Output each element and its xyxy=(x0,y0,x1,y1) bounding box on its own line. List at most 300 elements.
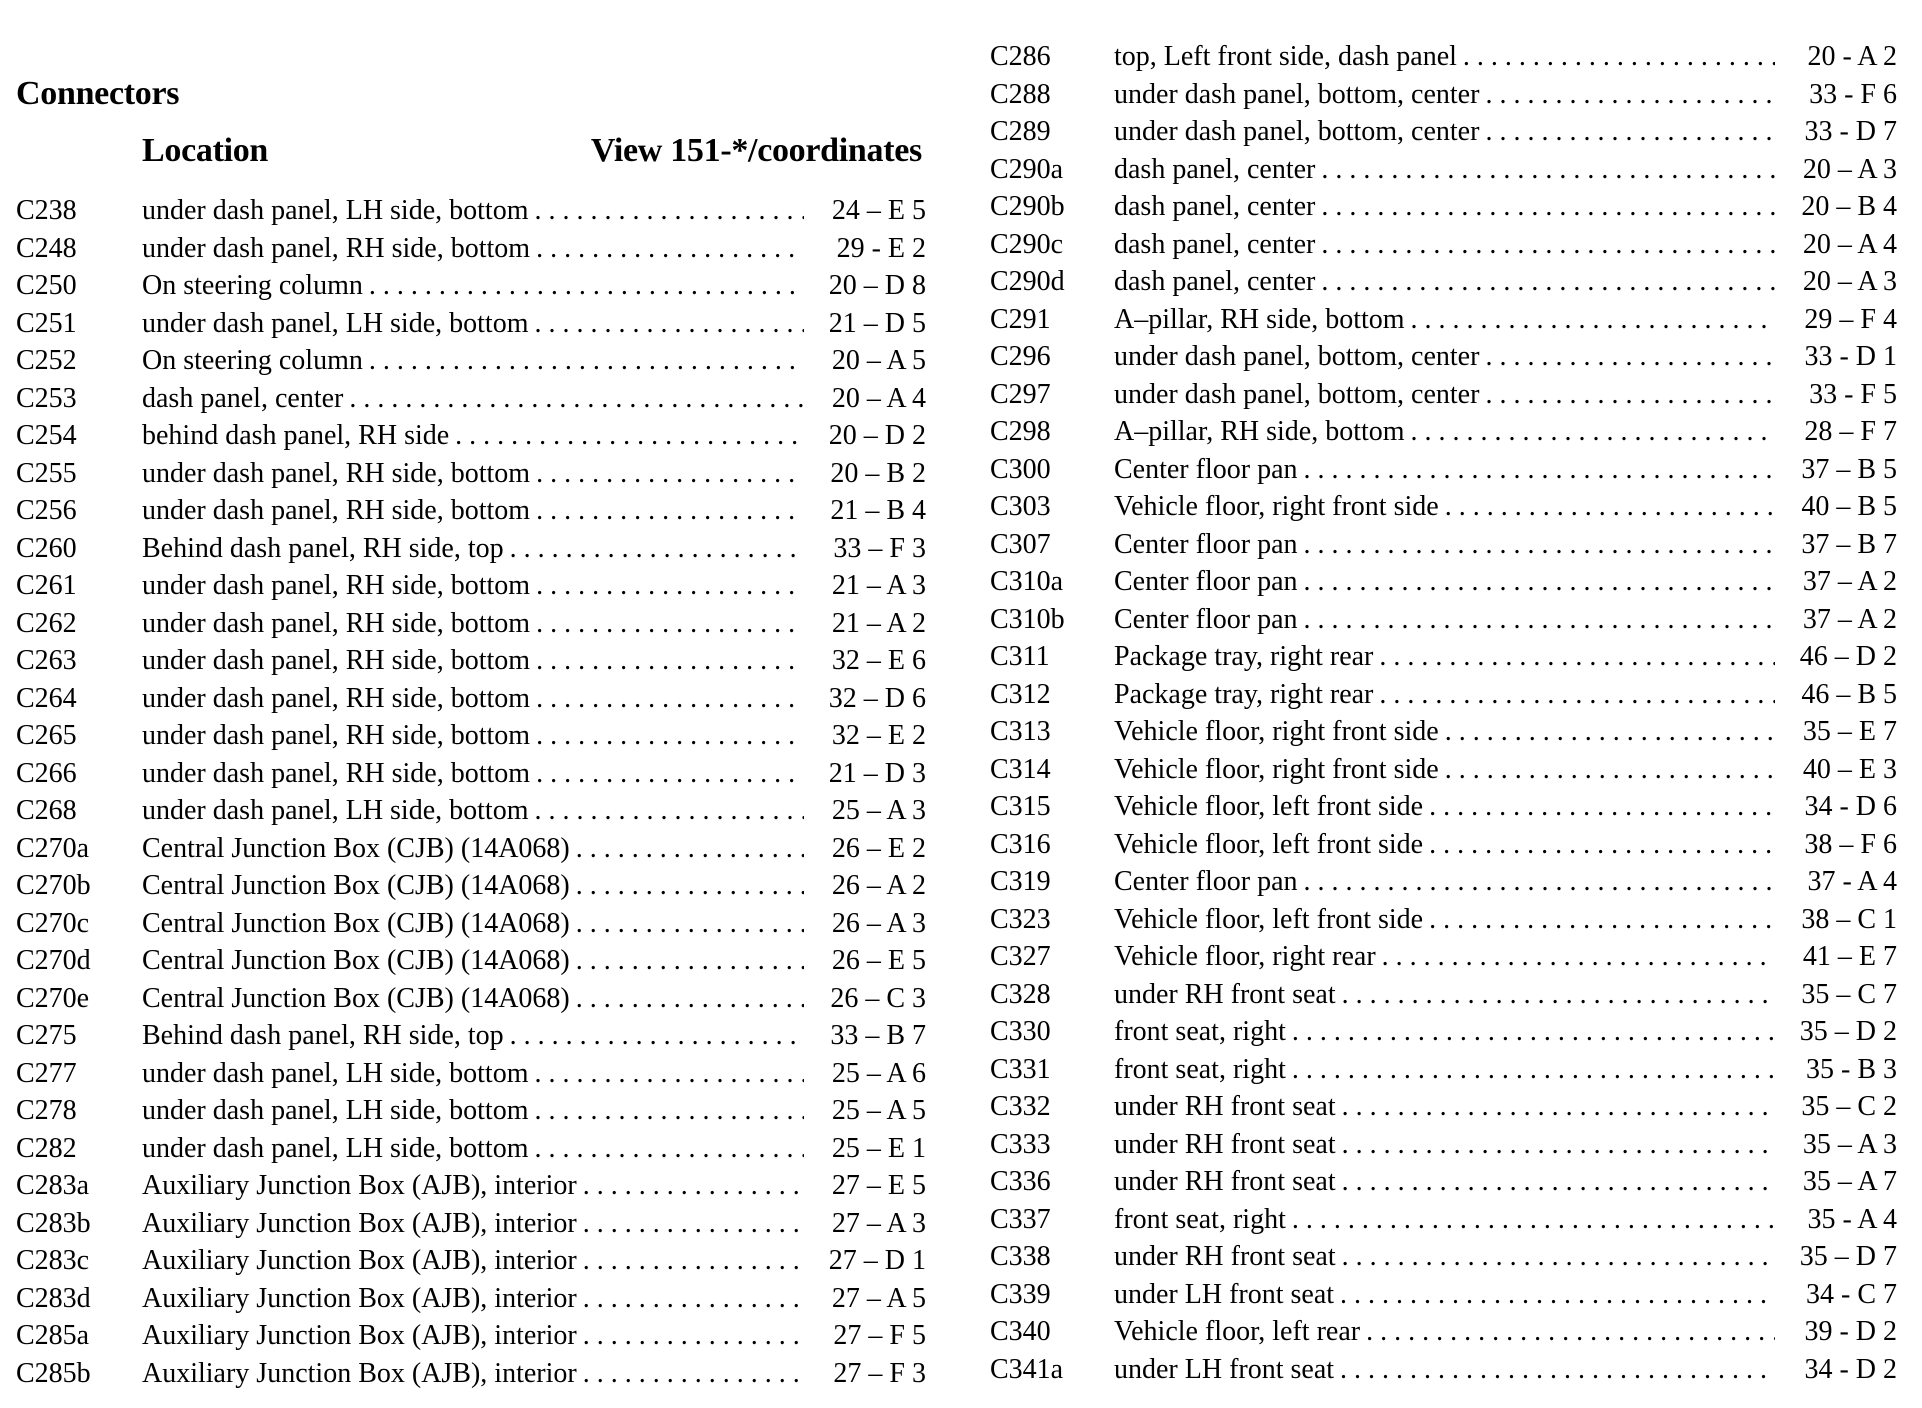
connector-coordinates: 20 – B 2 xyxy=(830,457,926,489)
connector-code: C277 xyxy=(16,1057,77,1089)
connector-code: C330 xyxy=(990,1016,1051,1047)
connector-location: Vehicle floor, left front side xyxy=(1114,903,1424,935)
connector-row xyxy=(990,413,1897,451)
right-connector-list xyxy=(990,38,1897,1388)
dot-leader xyxy=(583,1355,804,1393)
connector-coordinates: 26 – A 2 xyxy=(831,870,926,901)
connector-row xyxy=(990,751,1897,789)
connector-code: C298 xyxy=(990,416,1051,447)
connector-code: C290a xyxy=(990,153,1064,185)
connector-location: Auxiliary Junction Box (AJB), interior xyxy=(142,1357,577,1389)
connector-row xyxy=(990,638,1897,676)
connector-code: C341a xyxy=(990,1353,1064,1385)
connector-row xyxy=(16,980,926,1018)
dot-leader xyxy=(534,792,804,830)
dot-leader xyxy=(1321,151,1775,189)
connector-location: Auxiliary Junction Box (AJB), interior xyxy=(142,1320,577,1351)
connector-coordinates: 37 – B 5 xyxy=(1801,453,1897,485)
connector-code: C270a xyxy=(16,832,90,864)
connector-location: under dash panel, RH side, bottom xyxy=(142,495,531,526)
connector-location: Behind dash panel, RH side, top xyxy=(142,1020,504,1051)
connector-coordinates: 33 - F 5 xyxy=(1809,378,1897,410)
connector-coordinates: 24 – E 5 xyxy=(831,195,926,226)
connector-coordinates: 20 – A 4 xyxy=(1802,228,1897,260)
dot-leader xyxy=(1292,1201,1775,1239)
dot-leader xyxy=(576,980,804,1018)
connector-code: C270e xyxy=(16,982,90,1014)
connector-location: Central Junction Box (CJB) (14A068) xyxy=(142,870,570,901)
connector-coordinates: 20 – D 8 xyxy=(828,270,926,301)
dot-leader xyxy=(1304,601,1776,639)
connector-location: Central Junction Box (CJB) (14A068) xyxy=(142,982,570,1014)
connector-coordinates: 20 - A 2 xyxy=(1807,41,1897,72)
connector-coordinates: 27 – A 3 xyxy=(831,1207,926,1239)
connector-coordinates: 20 – A 4 xyxy=(831,382,926,414)
connector-code: C296 xyxy=(990,341,1051,372)
connector-coordinates: 21 – D 5 xyxy=(828,307,926,339)
connector-code: C297 xyxy=(990,378,1051,410)
connector-location: under RH front seat xyxy=(1114,1091,1336,1122)
connector-code: C339 xyxy=(990,1278,1051,1310)
connector-row xyxy=(16,942,926,980)
connector-row xyxy=(990,76,1897,114)
dot-leader xyxy=(1429,826,1775,864)
connector-code: C290d xyxy=(990,266,1065,297)
connector-row xyxy=(16,1130,926,1168)
connector-location: under dash panel, RH side, bottom xyxy=(142,457,531,489)
connector-coordinates: 29 – F 4 xyxy=(1804,303,1897,335)
connector-location: front seat, right xyxy=(1114,1203,1286,1235)
dot-leader xyxy=(1445,488,1775,526)
connector-location: dash panel, center xyxy=(142,382,344,414)
connector-coordinates: 26 – A 3 xyxy=(831,907,926,939)
connector-code: C337 xyxy=(990,1203,1051,1235)
connector-row xyxy=(990,1201,1897,1239)
connector-row xyxy=(990,1126,1897,1164)
dot-leader xyxy=(536,642,804,680)
connector-code: C252 xyxy=(16,345,77,376)
connector-row xyxy=(16,380,926,418)
connector-location: under LH front seat xyxy=(1114,1278,1335,1310)
connector-location: under dash panel, LH side, bottom xyxy=(142,795,529,826)
connector-row xyxy=(990,826,1897,864)
connector-row xyxy=(16,867,926,905)
dot-leader xyxy=(534,192,804,230)
connector-row xyxy=(990,113,1897,151)
connector-coordinates: 20 – D 2 xyxy=(828,420,926,451)
connector-row xyxy=(16,1355,926,1393)
connector-code: C288 xyxy=(990,78,1051,110)
connector-location: Vehicle floor, left rear xyxy=(1114,1316,1361,1347)
dot-leader xyxy=(1411,413,1775,451)
connector-code: C290b xyxy=(990,191,1065,222)
connector-coordinates: 37 – B 7 xyxy=(1801,528,1897,560)
connector-row xyxy=(990,301,1897,339)
connector-row xyxy=(16,267,926,305)
connector-row xyxy=(990,676,1897,714)
connector-coordinates: 35 – D 2 xyxy=(1799,1016,1897,1047)
connector-code: C266 xyxy=(16,757,77,789)
connector-coordinates: 27 – D 1 xyxy=(828,1245,926,1276)
dot-leader xyxy=(1342,1238,1775,1276)
dot-leader xyxy=(583,1280,804,1318)
connector-coordinates: 35 - B 3 xyxy=(1806,1053,1897,1085)
connector-row xyxy=(990,338,1897,376)
connector-code: C307 xyxy=(990,528,1051,560)
connector-row xyxy=(990,1088,1897,1126)
connector-code: C319 xyxy=(990,866,1051,897)
connector-coordinates: 46 – D 2 xyxy=(1799,641,1897,672)
connector-row xyxy=(990,188,1897,226)
left-connector-list xyxy=(16,192,926,1392)
connector-row xyxy=(16,680,926,718)
connector-row xyxy=(16,342,926,380)
connector-location: Vehicle floor, right front side xyxy=(1114,753,1439,785)
connector-location: under dash panel, RH side, bottom xyxy=(142,232,531,264)
connector-code: C313 xyxy=(990,716,1051,747)
connector-coordinates: 20 – A 3 xyxy=(1802,266,1897,297)
connector-coordinates: 34 - D 2 xyxy=(1804,1353,1897,1385)
connector-row xyxy=(16,230,926,268)
connector-location: Center floor pan xyxy=(1114,453,1298,485)
connector-location: Auxiliary Junction Box (AJB), interior xyxy=(142,1170,577,1201)
dot-leader xyxy=(576,905,804,943)
dot-leader xyxy=(576,942,804,980)
connector-row xyxy=(16,492,926,530)
connector-code: C290c xyxy=(990,228,1064,260)
dot-leader xyxy=(1429,788,1775,826)
dot-leader xyxy=(1340,1351,1775,1389)
connector-code: C310a xyxy=(990,566,1064,597)
connector-code: C314 xyxy=(990,753,1051,785)
connector-location: behind dash panel, RH side xyxy=(142,420,450,451)
connector-code: C300 xyxy=(990,453,1051,485)
connector-row xyxy=(990,488,1897,526)
dot-leader xyxy=(1445,713,1775,751)
connector-row xyxy=(990,451,1897,489)
connector-location: under dash panel, bottom, center xyxy=(1114,378,1480,410)
connector-row xyxy=(16,1205,926,1243)
connector-row xyxy=(990,1163,1897,1201)
connector-coordinates: 27 – F 3 xyxy=(833,1357,926,1389)
connector-row xyxy=(16,642,926,680)
connector-code: C340 xyxy=(990,1316,1051,1347)
connector-code: C336 xyxy=(990,1166,1051,1197)
connector-coordinates: 20 – A 3 xyxy=(1802,153,1897,185)
dot-leader xyxy=(536,680,804,718)
connector-row xyxy=(990,151,1897,189)
location-column-header: Location xyxy=(142,132,269,169)
connector-coordinates: 35 – A 3 xyxy=(1802,1128,1897,1160)
connector-row xyxy=(16,755,926,793)
connector-code: C315 xyxy=(990,791,1051,822)
connector-location: dash panel, center xyxy=(1114,266,1316,297)
connector-code: C286 xyxy=(990,41,1051,72)
connector-coordinates: 34 - C 7 xyxy=(1806,1278,1897,1310)
connector-location: Package tray, right rear xyxy=(1114,641,1374,672)
connector-code: C260 xyxy=(16,532,77,564)
dot-leader xyxy=(583,1205,804,1243)
dot-leader xyxy=(1382,938,1775,976)
connector-code: C283c xyxy=(16,1245,90,1276)
connector-location: under LH front seat xyxy=(1114,1353,1335,1385)
dot-leader xyxy=(536,755,804,793)
dot-leader xyxy=(510,1017,804,1055)
connector-row xyxy=(990,788,1897,826)
connector-code: C254 xyxy=(16,420,77,451)
connector-code: C316 xyxy=(990,828,1051,860)
connector-code: C303 xyxy=(990,491,1051,522)
dot-leader xyxy=(583,1167,804,1205)
connector-code: C262 xyxy=(16,607,77,639)
connector-coordinates: 25 – A 6 xyxy=(831,1057,926,1089)
connector-coordinates: 38 – F 6 xyxy=(1804,828,1897,860)
connector-row xyxy=(16,1092,926,1130)
connector-location: dash panel, center xyxy=(1114,228,1316,260)
connector-code: C261 xyxy=(16,570,77,601)
dot-leader xyxy=(1304,863,1776,901)
connector-row xyxy=(990,563,1897,601)
connector-location: under dash panel, RH side, bottom xyxy=(142,720,531,751)
connector-coordinates: 25 – A 5 xyxy=(831,1095,926,1126)
dot-leader xyxy=(1445,751,1775,789)
connector-code: C285b xyxy=(16,1357,91,1389)
connector-code: C283a xyxy=(16,1170,90,1201)
dot-leader xyxy=(536,717,804,755)
connector-location: Central Junction Box (CJB) (14A068) xyxy=(142,907,570,939)
connector-coordinates: 25 – A 3 xyxy=(831,795,926,826)
connector-code: C251 xyxy=(16,307,77,339)
connector-code: C283d xyxy=(16,1282,91,1314)
connector-coordinates: 26 – E 2 xyxy=(831,832,926,864)
connector-location: Vehicle floor, left front side xyxy=(1114,791,1424,822)
connector-coordinates: 33 - F 6 xyxy=(1809,78,1897,110)
dot-leader xyxy=(1342,976,1775,1014)
connector-row xyxy=(16,717,926,755)
dot-leader xyxy=(536,567,804,605)
connector-row xyxy=(16,455,926,493)
connector-coordinates: 28 – F 7 xyxy=(1804,416,1897,447)
connector-row xyxy=(16,905,926,943)
connector-location: under RH front seat xyxy=(1114,1241,1336,1272)
connector-row xyxy=(990,601,1897,639)
connector-coordinates: 37 – A 2 xyxy=(1802,566,1897,597)
connector-location: under dash panel, LH side, bottom xyxy=(142,1132,529,1164)
connector-row xyxy=(16,192,926,230)
connector-coordinates: 37 – A 2 xyxy=(1802,603,1897,635)
connector-coordinates: 35 – D 7 xyxy=(1799,1241,1897,1272)
connector-location: Package tray, right rear xyxy=(1114,678,1374,710)
dot-leader xyxy=(1321,263,1775,301)
connector-location: under dash panel, bottom, center xyxy=(1114,78,1480,110)
connector-coordinates: 41 – E 7 xyxy=(1802,941,1897,972)
connector-coordinates: 20 – B 4 xyxy=(1801,191,1897,222)
connector-row xyxy=(990,901,1897,939)
connector-code: C270b xyxy=(16,870,91,901)
connector-location: A–pillar, RH side, bottom xyxy=(1114,416,1405,447)
connector-location: under dash panel, RH side, bottom xyxy=(142,757,531,789)
connector-code: C333 xyxy=(990,1128,1051,1160)
connector-coordinates: 20 – A 5 xyxy=(831,345,926,376)
connector-row xyxy=(990,713,1897,751)
dot-leader xyxy=(1429,901,1775,939)
connector-row xyxy=(16,567,926,605)
dot-leader xyxy=(1304,451,1776,489)
dot-leader xyxy=(583,1242,804,1280)
connector-row xyxy=(16,1167,926,1205)
connector-code: C270d xyxy=(16,945,91,976)
dot-leader xyxy=(534,1130,804,1168)
connector-coordinates: 27 – E 5 xyxy=(831,1170,926,1201)
connector-location: under dash panel, RH side, bottom xyxy=(142,682,531,714)
connector-row xyxy=(990,376,1897,414)
connector-location: top, Left front side, dash panel xyxy=(1114,41,1457,72)
connector-coordinates: 27 – F 5 xyxy=(833,1320,926,1351)
connector-location: under dash panel, LH side, bottom xyxy=(142,307,529,339)
dot-leader xyxy=(1340,1276,1775,1314)
connector-row xyxy=(16,1017,926,1055)
connector-coordinates: 40 – E 3 xyxy=(1802,753,1897,785)
connector-row xyxy=(990,1276,1897,1314)
connector-row xyxy=(16,792,926,830)
connector-location: under dash panel, LH side, bottom xyxy=(142,1095,529,1126)
connector-code: C248 xyxy=(16,232,77,264)
connector-location: under dash panel, bottom, center xyxy=(1114,341,1480,372)
dot-leader xyxy=(1321,226,1775,264)
connector-location: Center floor pan xyxy=(1114,528,1298,560)
connector-code: C270c xyxy=(16,907,90,939)
dot-leader xyxy=(1304,563,1776,601)
dot-leader xyxy=(536,605,804,643)
dot-leader xyxy=(536,492,804,530)
connector-coordinates: 32 – D 6 xyxy=(828,682,926,714)
connector-row xyxy=(990,1313,1897,1351)
connector-coordinates: 46 – B 5 xyxy=(1801,678,1897,710)
connector-coordinates: 35 – C 7 xyxy=(1801,978,1897,1010)
connector-coordinates: 25 – E 1 xyxy=(831,1132,926,1164)
connector-code: C268 xyxy=(16,795,77,826)
dot-leader xyxy=(369,342,804,380)
connector-location: under dash panel, LH side, bottom xyxy=(142,195,529,226)
connector-code: C283b xyxy=(16,1207,91,1239)
connector-coordinates: 37 - A 4 xyxy=(1807,866,1897,897)
connector-row xyxy=(990,1013,1897,1051)
connector-coordinates: 32 – E 2 xyxy=(831,720,926,751)
connector-location: Vehicle floor, right front side xyxy=(1114,491,1439,522)
connector-code: C291 xyxy=(990,303,1051,335)
connector-code: C312 xyxy=(990,678,1051,710)
connector-row xyxy=(990,938,1897,976)
connector-row xyxy=(990,38,1897,76)
connector-location: Center floor pan xyxy=(1114,566,1298,597)
connector-row xyxy=(990,1351,1897,1389)
connector-row xyxy=(990,526,1897,564)
dot-leader xyxy=(583,1317,804,1355)
connector-location: On steering column xyxy=(142,345,363,376)
connector-coordinates: 40 – B 5 xyxy=(1801,491,1897,522)
connector-row xyxy=(16,830,926,868)
connector-coordinates: 38 – C 1 xyxy=(1801,903,1897,935)
connector-coordinates: 34 - D 6 xyxy=(1804,791,1897,822)
connector-row xyxy=(16,1055,926,1093)
dot-leader xyxy=(1463,38,1775,76)
connector-location: Behind dash panel, RH side, top xyxy=(142,532,504,564)
connector-row xyxy=(16,1280,926,1318)
connector-row xyxy=(16,417,926,455)
connector-code: C328 xyxy=(990,978,1051,1010)
connector-coordinates: 26 – E 5 xyxy=(831,945,926,976)
dot-leader xyxy=(576,867,804,905)
connector-row xyxy=(16,1317,926,1355)
connector-code: C256 xyxy=(16,495,77,526)
connector-location: Auxiliary Junction Box (AJB), interior xyxy=(142,1207,577,1239)
connector-code: C265 xyxy=(16,720,77,751)
dot-leader xyxy=(534,1092,804,1130)
dot-leader xyxy=(1379,638,1775,676)
dot-leader xyxy=(1411,301,1775,339)
dot-leader xyxy=(455,417,804,455)
connector-location: Central Junction Box (CJB) (14A068) xyxy=(142,945,570,976)
connector-code: C323 xyxy=(990,903,1051,935)
dot-leader xyxy=(1292,1013,1775,1051)
dot-leader xyxy=(1366,1313,1775,1351)
dot-leader xyxy=(369,267,804,305)
connector-coordinates: 26 – C 3 xyxy=(830,982,926,1014)
connector-row xyxy=(16,305,926,343)
connector-location: front seat, right xyxy=(1114,1053,1286,1085)
dot-leader xyxy=(536,455,804,493)
connector-code: C238 xyxy=(16,195,77,226)
connector-code: C331 xyxy=(990,1053,1051,1085)
connector-location: under dash panel, RH side, bottom xyxy=(142,607,531,639)
dot-leader xyxy=(1342,1126,1775,1164)
connector-code: C311 xyxy=(990,641,1050,672)
page-title: Connectors xyxy=(16,75,180,112)
dot-leader xyxy=(534,1055,804,1093)
connector-code: C338 xyxy=(990,1241,1051,1272)
dot-leader xyxy=(1379,676,1775,714)
connector-coordinates: 27 – A 5 xyxy=(831,1282,926,1314)
connector-code: C275 xyxy=(16,1020,77,1051)
connector-row xyxy=(16,605,926,643)
connector-coordinates: 33 – F 3 xyxy=(833,532,926,564)
connector-row xyxy=(990,226,1897,264)
connector-coordinates: 29 - E 2 xyxy=(836,232,926,264)
connector-coordinates: 33 – B 7 xyxy=(830,1020,926,1051)
connector-location: Vehicle floor, right front side xyxy=(1114,716,1439,747)
connector-location: under RH front seat xyxy=(1114,978,1336,1010)
connector-location: A–pillar, RH side, bottom xyxy=(1114,303,1405,335)
connector-location: Vehicle floor, right rear xyxy=(1114,941,1376,972)
connector-location: under dash panel, LH side, bottom xyxy=(142,1057,529,1089)
connector-code: C282 xyxy=(16,1132,77,1164)
dot-leader xyxy=(510,530,804,568)
connector-code: C278 xyxy=(16,1095,77,1126)
dot-leader xyxy=(1321,188,1775,226)
connector-location: under RH front seat xyxy=(1114,1128,1336,1160)
dot-leader xyxy=(1485,76,1775,114)
connector-coordinates: 32 – E 6 xyxy=(831,645,926,676)
dot-leader xyxy=(349,380,804,418)
connector-code: C310b xyxy=(990,603,1065,635)
connector-code: C255 xyxy=(16,457,77,489)
dot-leader xyxy=(576,830,804,868)
connector-coordinates: 33 - D 7 xyxy=(1804,116,1897,147)
connector-coordinates: 21 – B 4 xyxy=(830,495,926,526)
connector-code: C289 xyxy=(990,116,1051,147)
connector-coordinates: 35 - A 4 xyxy=(1807,1203,1897,1235)
dot-leader xyxy=(536,230,804,268)
